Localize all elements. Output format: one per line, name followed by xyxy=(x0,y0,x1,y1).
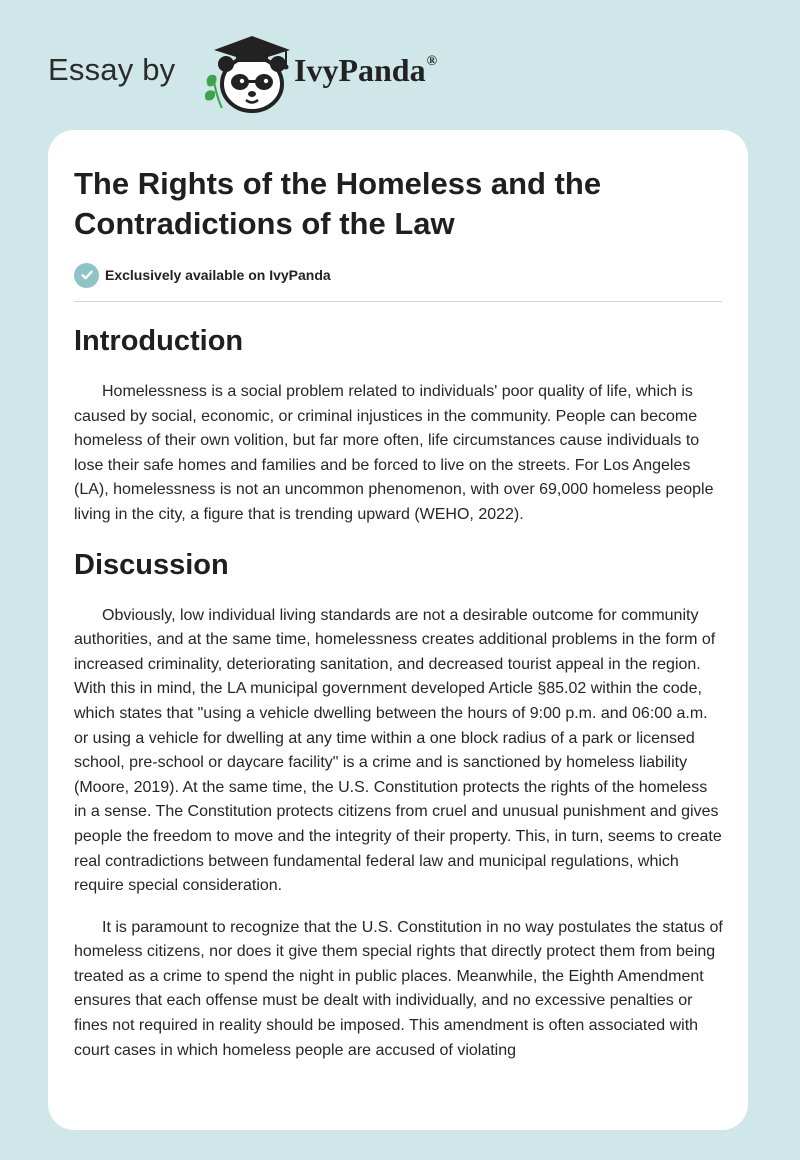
article-title: The Rights of the Homeless and the Contradictions of the Law xyxy=(74,166,602,241)
brand-name: IvyPanda xyxy=(294,52,426,88)
check-circle-icon xyxy=(74,263,99,288)
registered-mark: ® xyxy=(426,54,438,69)
section-heading-discussion: Discussion xyxy=(74,548,229,581)
paragraph: It is paramount to recognize that the U.S. Constitution in no way postulates the status of homeless citizens, nor does it give them special rights that directly protect them from being treated as a crime to spend the night in public places. Meanwhile, the Eighth Amendment ensures that each offense must be dealt with individually, and no excessive penalties or fines not required in reality should be imposed. This amendment is often associated with court cases in which homeless people are accused of violating xyxy=(74,918,723,1059)
paragraph: Homelessness is a social problem related to individuals' poor quality of life, which is caused by social, economic, or criminal injustices in the community. People can become homeless of their own volition, but far more often, life circumstances cause individuals to lose their safe homes and families and be forced to live on the streets. For Los Angeles (LA), homelessness is not an uncommon phenomenon, with over 69,000 homeless people living in the city, a figure that is trending upward (WEHO, 2022). xyxy=(74,383,714,523)
section-heading-introduction: Introduction xyxy=(74,325,244,357)
article-content xyxy=(74,164,724,1063)
site-header xyxy=(48,28,648,118)
paragraph: Obviously, low individual living standards are not a desirable outcome for community authorities, and at the same time, homelessness creates additional problems in the form of increased criminality, deteriorating sanitation, and decreased tourist appeal in the region. With this in mind, the LA municipal government developed Article §85.02 within the code, which states that "using a vehicle dwelling between the hours of 9:00 p.m. and 06:00 a.m. or using a vehicle for dwelling at any time within a one block radius of a park or licensed school, pre-school or daycare facility" is a crime and is sanctioned by homeless liability (Moore, 2019). At the same time, the U.S. Constitution protects the rights of the homeless in a sense. The Constitution protects citizens from cruel and unusual punishment and gives people the freedom to move and the integrity of their property. This, in turn, seems to create real contradictions between fundamental federal law and municipal regulations, which require special consideration. xyxy=(74,606,722,895)
exclusive-badge xyxy=(74,262,724,288)
brand-logo[interactable] xyxy=(294,52,437,89)
essay-by-label: Essay by xyxy=(48,52,176,87)
article-card xyxy=(48,130,748,1130)
divider xyxy=(74,301,722,302)
panda-graduate-icon xyxy=(202,34,294,114)
exclusive-badge-text: Exclusively available on IvyPanda xyxy=(105,267,331,283)
